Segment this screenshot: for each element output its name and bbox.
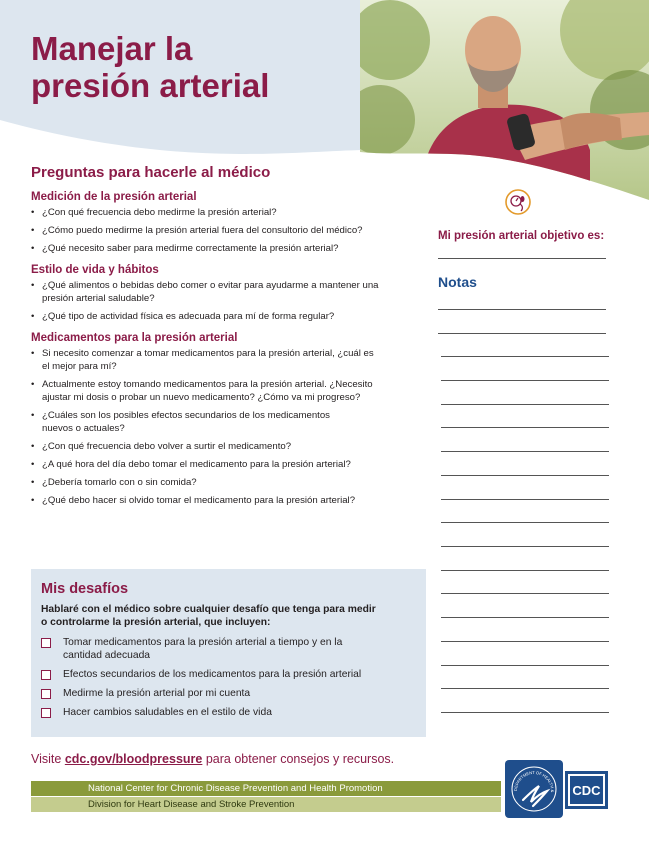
challenges-list — [41, 636, 416, 719]
questions-heading: Preguntas para hacerle al médico — [31, 164, 271, 181]
note-line[interactable] — [441, 404, 609, 405]
title-line-2: presión arterial — [31, 67, 270, 104]
footer-division-name: Division for Heart Disease and Stroke Prevention — [88, 799, 295, 810]
note-line[interactable] — [441, 712, 609, 713]
list-item: • ¿Qué tipo de actividad física es adecuada para mí de forma regular? — [31, 310, 411, 323]
note-line[interactable] — [441, 427, 609, 428]
note-line[interactable] — [441, 356, 609, 357]
cdc-logo-text: CDC — [572, 783, 601, 798]
note-line[interactable] — [441, 570, 609, 571]
note-line[interactable] — [441, 593, 609, 594]
list-item: • ¿Con qué frecuencia debo medirme la presión arterial? — [31, 206, 411, 219]
page-title — [31, 30, 331, 104]
list-item: • ¿Con qué frecuencia debo volver a surtir el medicamento? — [31, 440, 411, 453]
list-item: • ¿Debería tomarlo con o sin comida? — [31, 476, 411, 489]
checkbox[interactable] — [41, 708, 51, 718]
list-item: • Actualmente estoy tomando medicamentos para la presión arterial. ¿Necesito ajustar mi dosis o probar un nuevo medicamento? ¿Cómo va mi progreso? — [31, 378, 377, 404]
note-line[interactable] — [438, 309, 606, 310]
notes-title: Notas — [438, 274, 477, 290]
note-line[interactable] — [441, 641, 609, 642]
challenge-text: Efectos secundarios de los medicamentos para la presión arterial — [63, 669, 362, 680]
target-bp-label: Mi presión arterial objetivo es: — [438, 230, 605, 242]
checkbox[interactable] — [41, 689, 51, 699]
hhs-seal-icon — [505, 760, 563, 818]
cdc-link[interactable]: cdc.gov/bloodpressure — [64, 752, 203, 766]
challenge-text: Medirme la presión arterial por mi cuenta — [63, 688, 251, 699]
cdc-logo — [565, 771, 608, 809]
target-bp-write-line[interactable] — [438, 258, 606, 259]
visit-suffix: para obtener consejos y recursos. — [202, 752, 395, 766]
section-title-measurement: Medición de la presión arterial — [31, 191, 197, 203]
note-line[interactable] — [441, 665, 609, 666]
section-title-medications: Medicamentos para la presión arterial — [31, 332, 238, 344]
challenges-intro: Hablaré con el médico sobre cualquier desafío que tenga para medir o controlarme la presión arterial, que incluyen: — [41, 604, 376, 628]
visit-line — [31, 752, 394, 766]
list-item: • ¿Qué alimentos o bebidas debo comer o evitar para ayudarme a mantener una presión arterial saludable? — [31, 279, 387, 305]
note-line[interactable] — [441, 688, 609, 689]
section-title-lifestyle: Estilo de vida y hábitos — [31, 264, 159, 276]
footer-center-name: National Center for Chronic Disease Prevention and Health Promotion — [88, 783, 383, 794]
note-line[interactable] — [438, 333, 606, 334]
blood-pressure-gauge-icon — [505, 189, 531, 215]
list-item — [41, 706, 416, 719]
list-item: • ¿A qué hora del día debo tomar el medicamento para la presión arterial? — [31, 458, 411, 471]
question-list-medications — [31, 347, 411, 507]
title-line-1: Manejar la — [31, 30, 193, 67]
list-item — [41, 668, 416, 681]
note-line[interactable] — [441, 499, 609, 500]
challenge-text: Tomar medicamentos para la presión arterial a tiempo y en la cantidad adecuada — [63, 637, 343, 661]
question-list-lifestyle — [31, 279, 411, 323]
list-item — [41, 687, 416, 700]
note-line[interactable] — [441, 522, 609, 523]
list-item: • ¿Cómo puedo medirme la presión arterial fuera del consultorio del médico? — [31, 224, 411, 237]
questions-section — [31, 164, 411, 516]
checkbox[interactable] — [41, 638, 51, 648]
question-list-measurement — [31, 206, 411, 255]
note-line[interactable] — [441, 546, 609, 547]
note-line[interactable] — [441, 451, 609, 452]
note-line[interactable] — [441, 380, 609, 381]
challenge-text: Hacer cambios saludables en el estilo de vida — [63, 707, 272, 718]
challenges-title: Mis desafíos — [41, 581, 129, 597]
hhs-seal-text: DEPARTMENT OF HEALTH & — [512, 769, 556, 793]
list-item — [41, 636, 416, 662]
challenges-box — [31, 569, 426, 737]
note-line[interactable] — [441, 617, 609, 618]
note-line[interactable] — [441, 475, 609, 476]
checkbox[interactable] — [41, 670, 51, 680]
list-item: • Si necesito comenzar a tomar medicamentos para la presión arterial, ¿cuál es el mejor para mí? — [31, 347, 377, 373]
list-item: • ¿Qué debo hacer si olvido tomar el medicamento para la presión arterial? — [31, 494, 411, 507]
list-item: • ¿Cuáles son los posibles efectos secundarios de los medicamentos nuevos o actuales? — [31, 409, 362, 435]
list-item: • ¿Qué necesito saber para medirme correctamente la presión arterial? — [31, 242, 411, 255]
visit-prefix: Visite — [31, 752, 65, 766]
